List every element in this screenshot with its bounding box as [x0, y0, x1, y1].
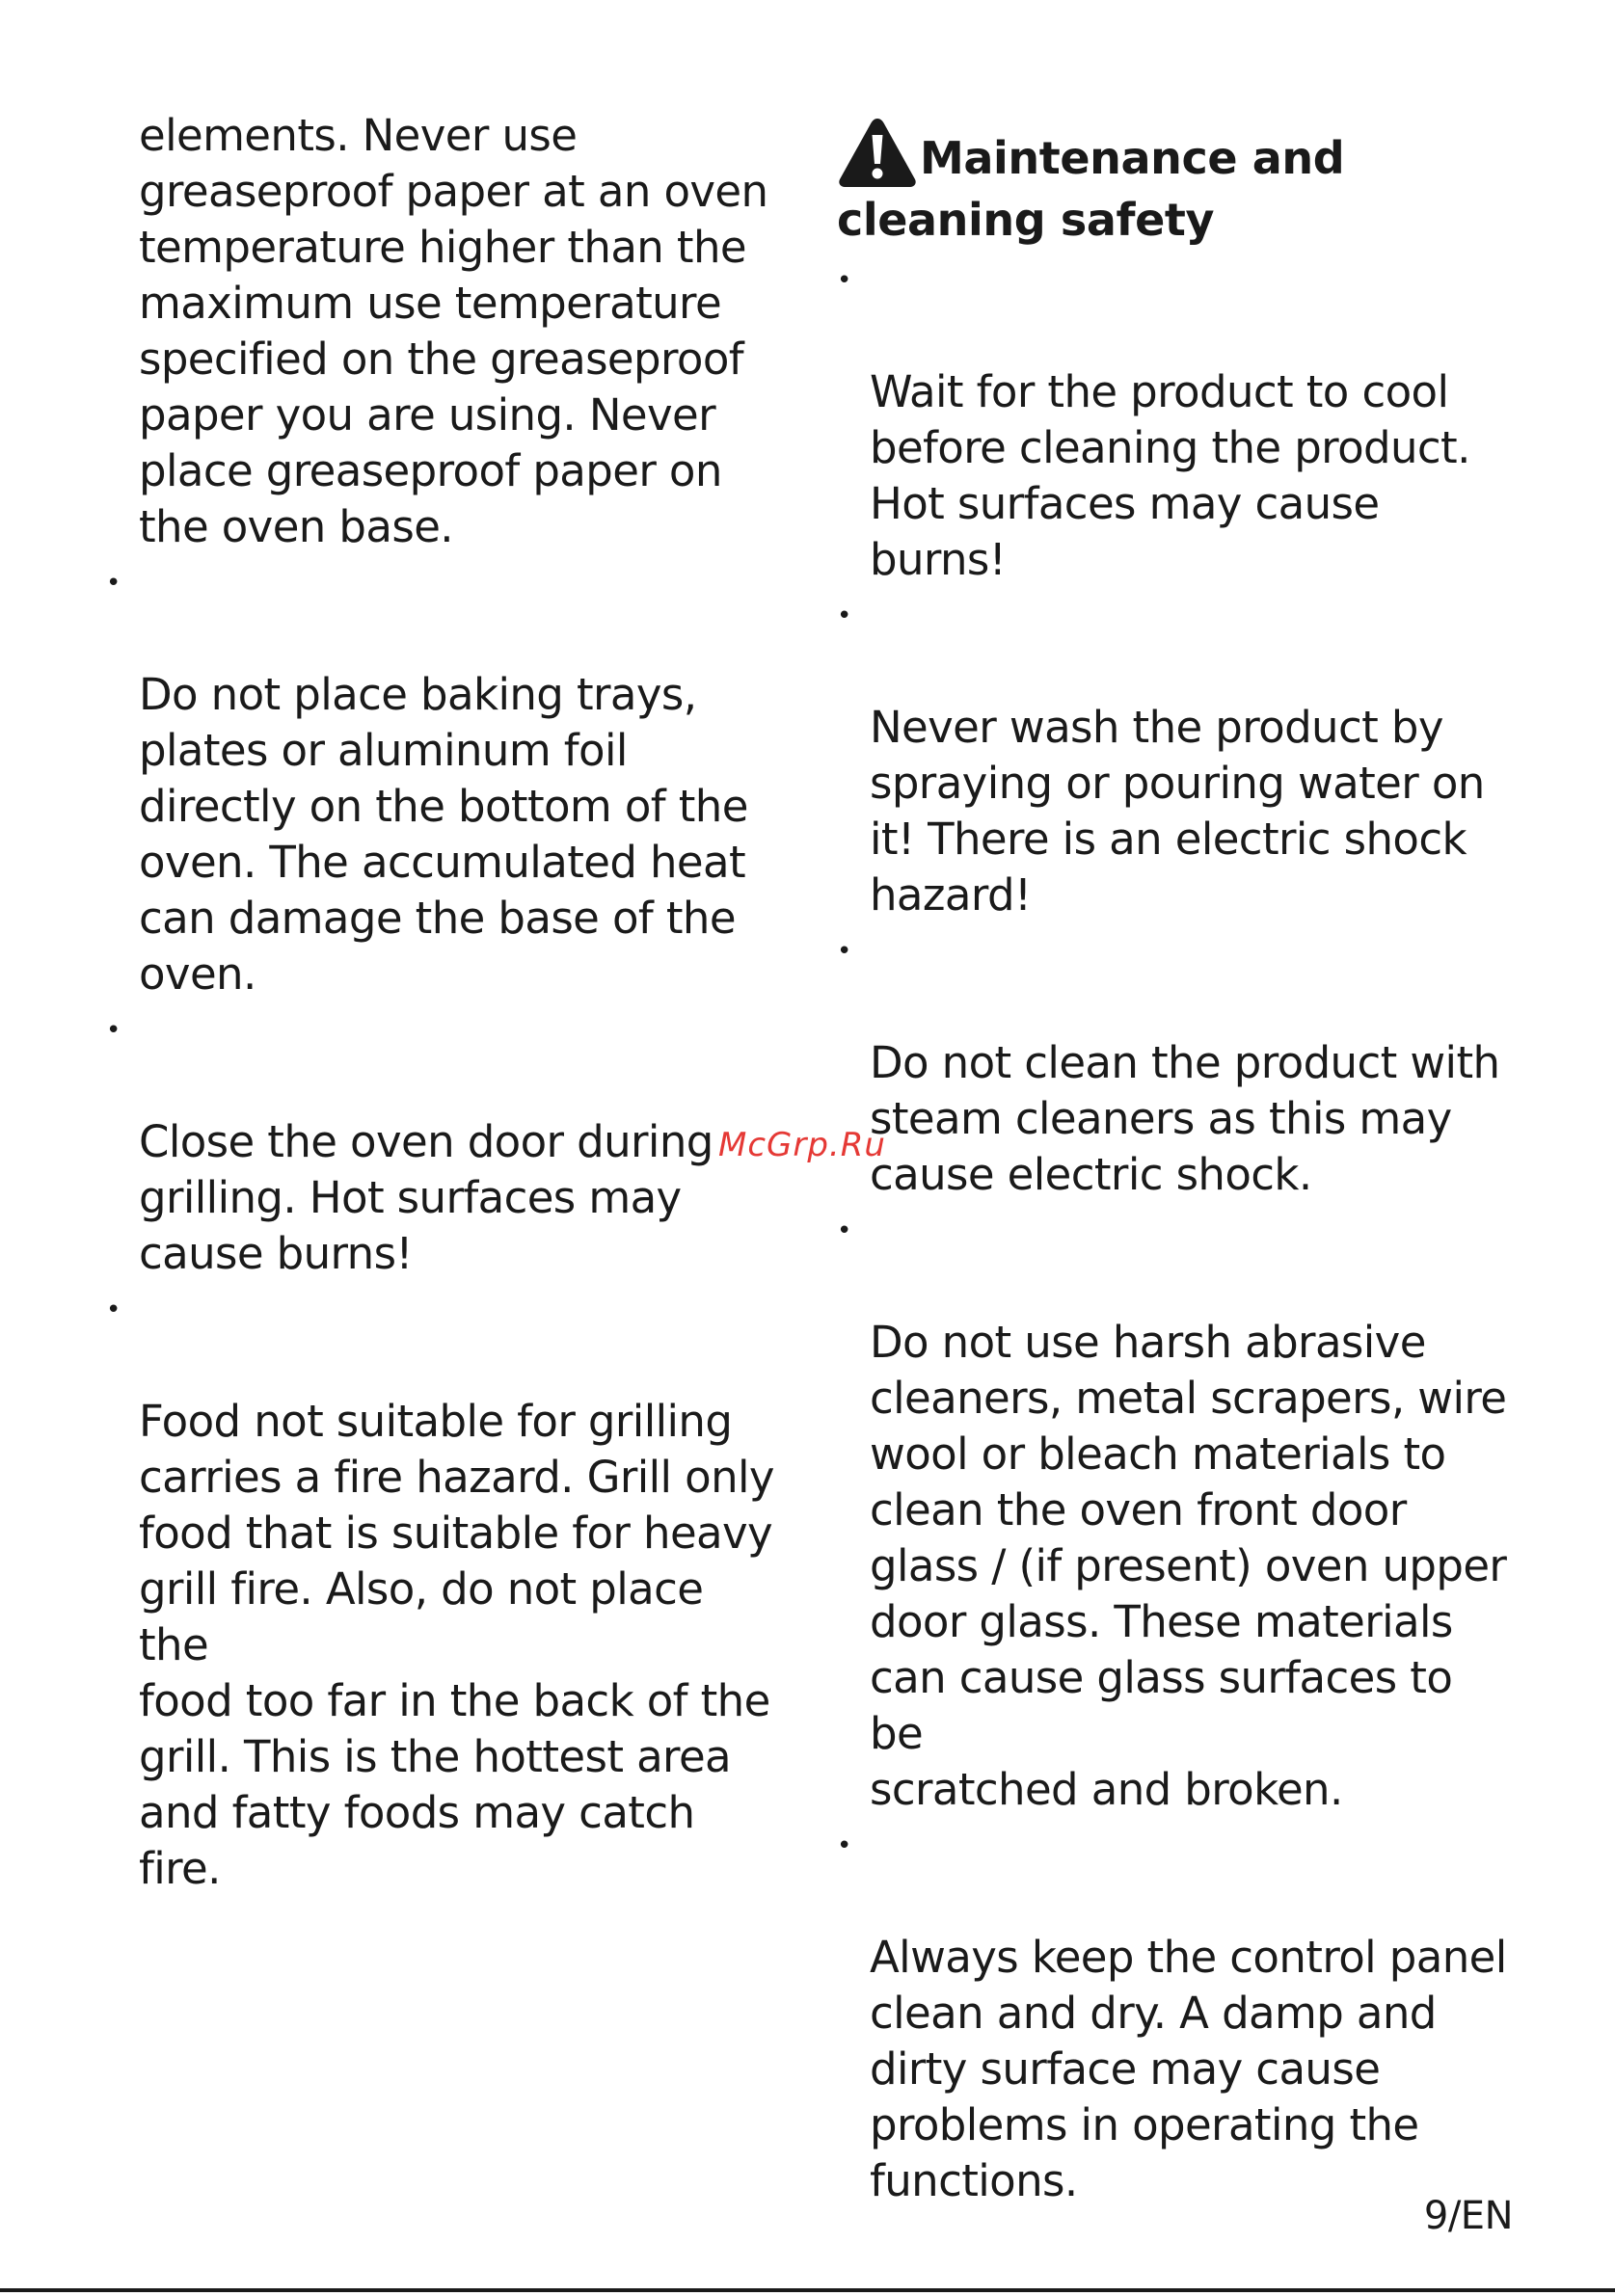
list-item-text: Do not use harsh abrasive cleaners, metal scrapers, wire wool or bleach materials to clean the oven front door glass / (if present) oven upper door glass. These materials can cause glass surfaces to be scratched and broken. [870, 1317, 1507, 1815]
heading-line-2: cleaning safety [837, 194, 1215, 246]
heading-row [837, 116, 1512, 189]
right-bullet-list [837, 253, 1512, 2209]
list-item [837, 588, 1512, 923]
continuation-paragraph: elements. Never use greaseproof paper at an oven temperature higher than the maximum use temperature specified on the greaseproof paper you are using. Never place greaseproof paper on the oven base. [139, 110, 768, 552]
bullet-marker: • [837, 937, 851, 966]
bullet-marker: • [837, 266, 851, 295]
list-item [106, 555, 781, 1002]
list-item [837, 1203, 1512, 1818]
list-item-text: Close the oven door during grilling. Hot surfaces may cause burns! [139, 1116, 713, 1279]
heading-line-1: Maintenance and [920, 132, 1345, 184]
list-item [106, 1282, 781, 1897]
bullet-marker: • [106, 569, 121, 598]
section-heading [837, 116, 1512, 251]
list-item-text: Never wash the product by spraying or pouring water on it! There is an electric shock hazard! [870, 702, 1485, 921]
bottom-divider [0, 2288, 1615, 2292]
bullet-marker: • [106, 1295, 121, 1324]
right-column [837, 108, 1512, 2209]
list-item-text: Do not clean the product with steam cleaners as this may cause electric shock. [870, 1037, 1500, 1200]
list-item [837, 923, 1512, 1203]
bullet-marker: • [837, 1216, 851, 1245]
left-column [106, 108, 781, 1897]
list-item [837, 1818, 1512, 2209]
list-item-text: Always keep the control panel clean and dry. A damp and dirty surface may cause problems in operating the functions. [870, 1932, 1507, 2206]
bullet-marker: • [837, 1831, 851, 1860]
bullet-marker: • [106, 1016, 121, 1045]
watermark: McGrp.Ru [718, 1126, 886, 1164]
list-item [837, 253, 1512, 588]
list-item [106, 1002, 781, 1282]
list-item-text: Wait for the product to cool before cleaning the product. Hot surfaces may cause burns! [870, 366, 1470, 585]
list-item-text: Do not place baking trays, plates or aluminum foil directly on the bottom of the oven. The accumulated heat can damage the base of the oven. [139, 669, 748, 1000]
warning-triangle-icon [837, 116, 918, 189]
list-item-text: Food not suitable for grilling carries a fire hazard. Grill only food that is suitable for heavy grill fire. Also, do not place the food too far in the back of the grill. This is the hottest area and fatty foods may catch fire. [139, 1396, 774, 1894]
bullet-marker: • [837, 601, 851, 630]
left-bullet-list [106, 555, 781, 1897]
page-number: 9/EN [1423, 2194, 1513, 2238]
